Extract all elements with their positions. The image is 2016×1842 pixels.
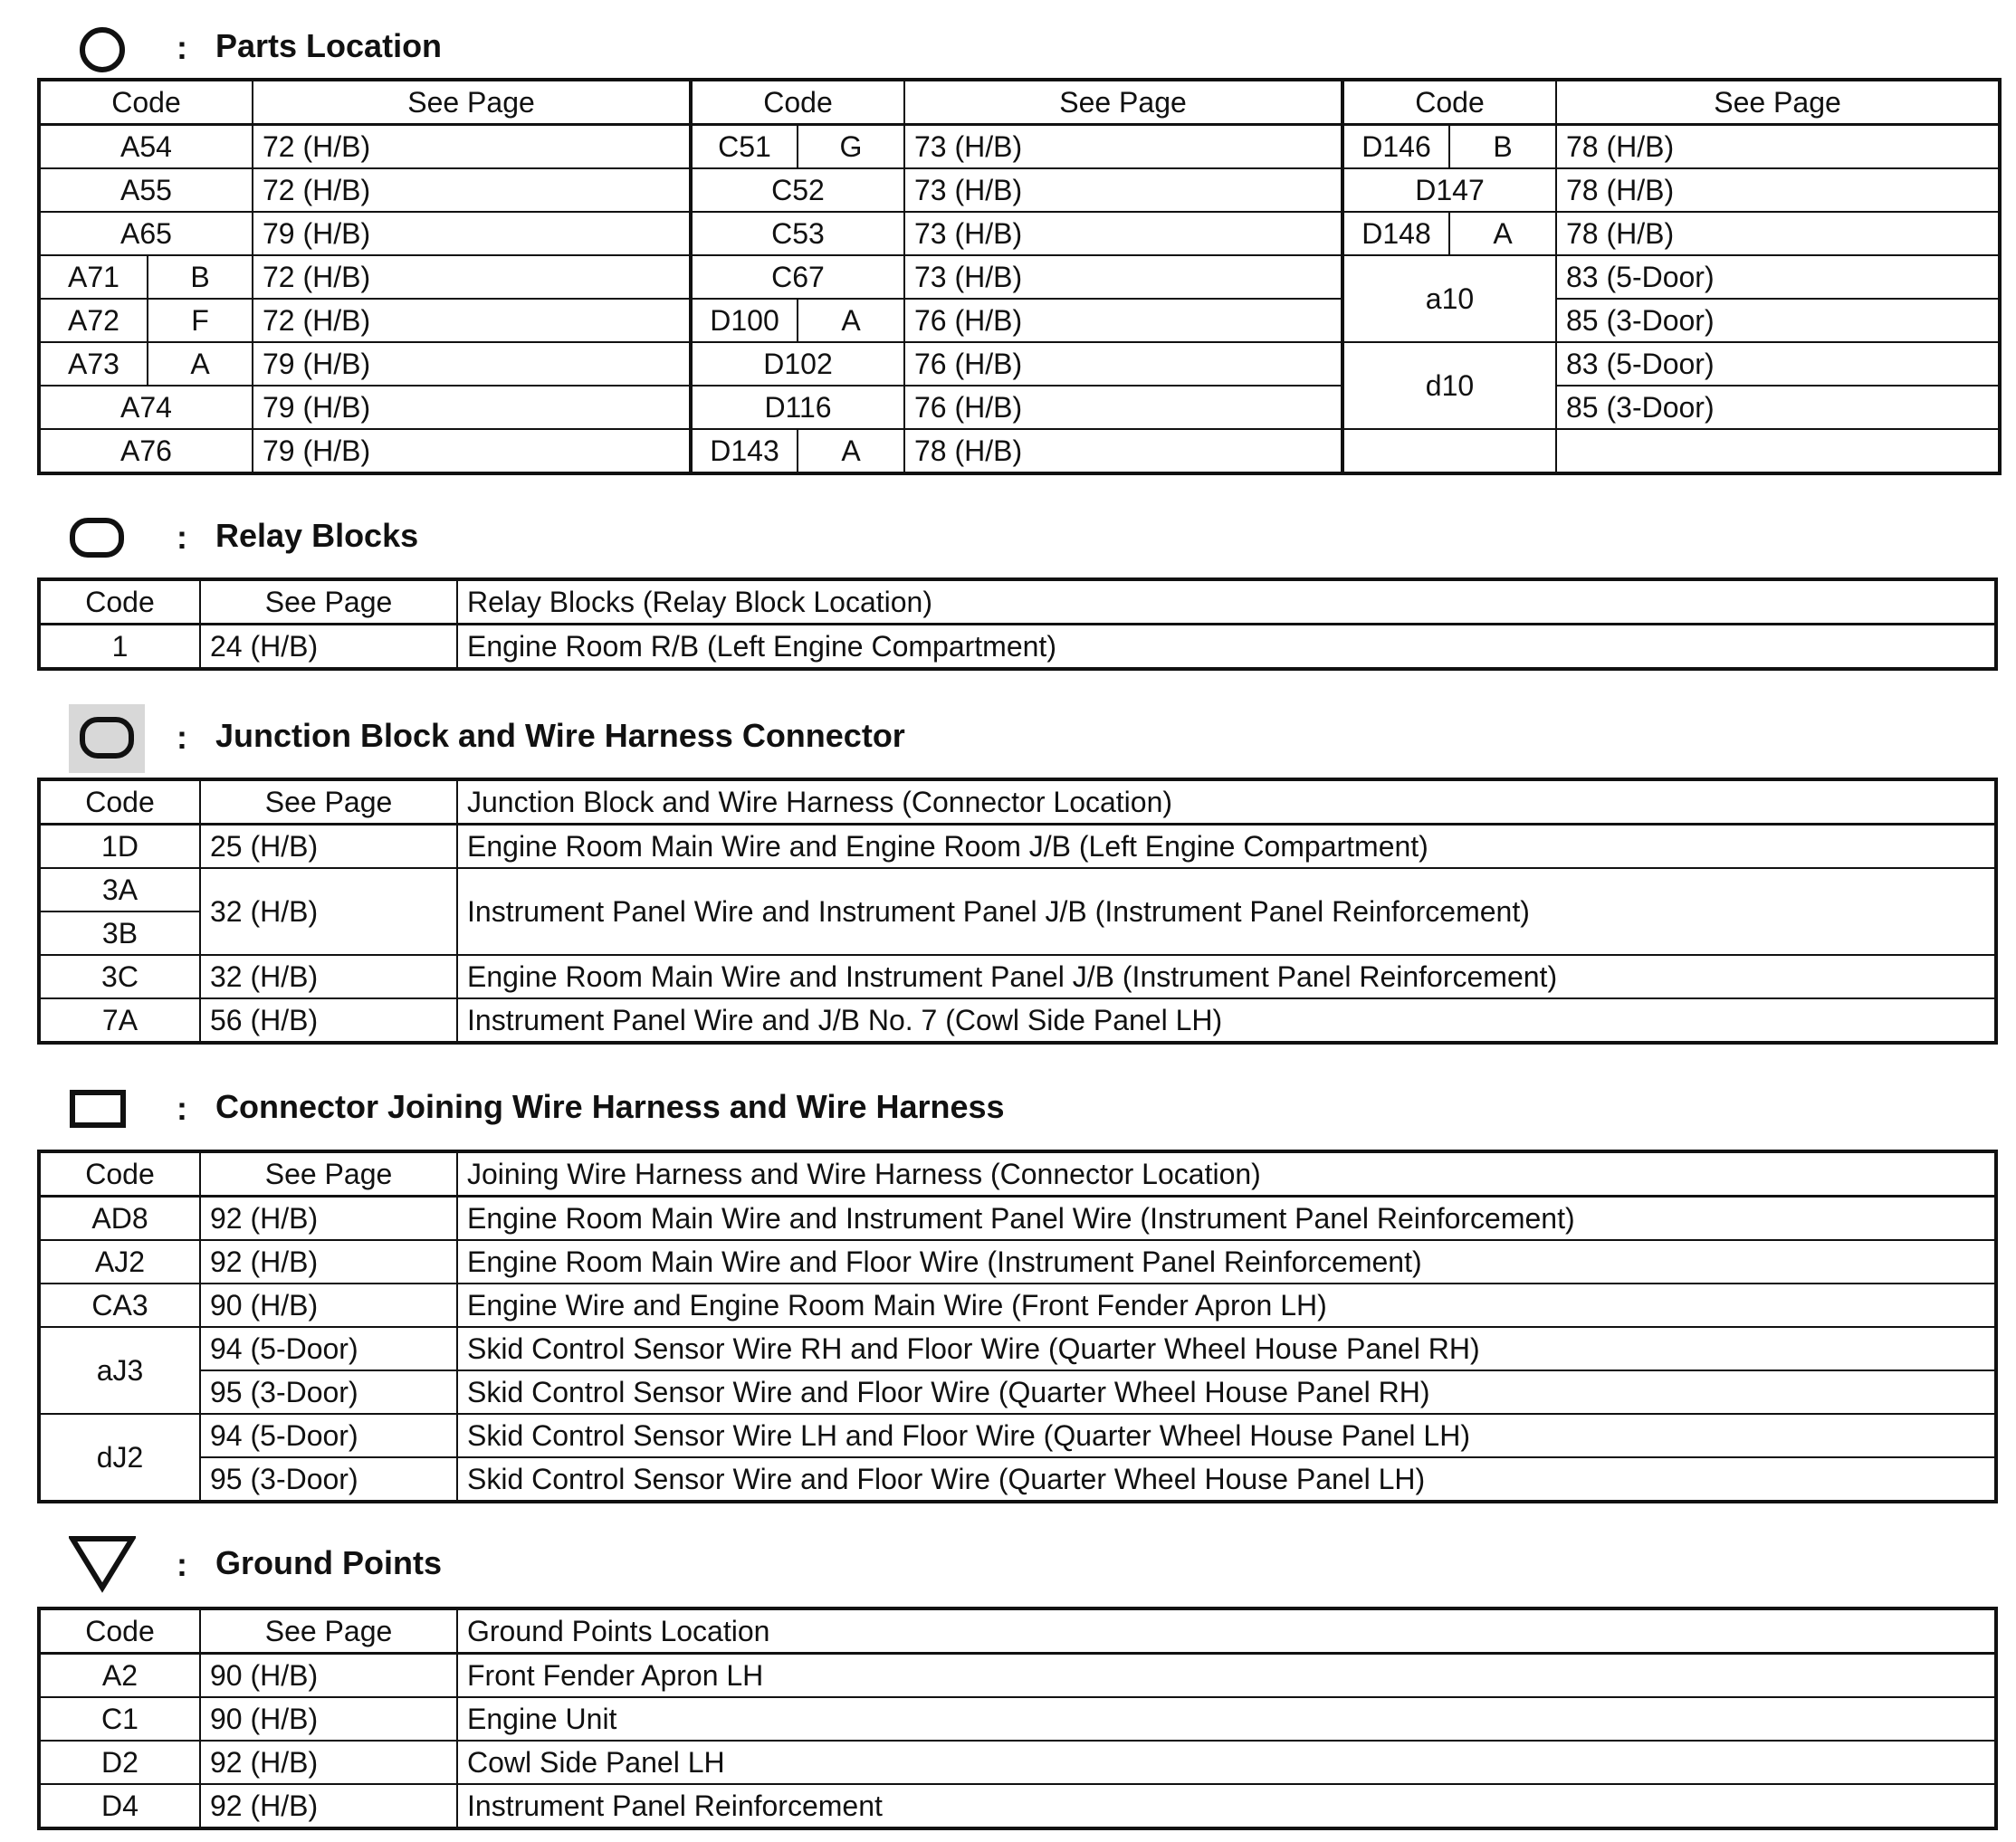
location-cell: Engine Room R/B (Left Engine Compartment) bbox=[457, 625, 1996, 670]
parts-location-heading bbox=[0, 20, 2016, 74]
relay-blocks-heading bbox=[0, 510, 2016, 564]
shaded-rounded-rectangle-symbol-icon bbox=[80, 717, 134, 759]
page-cell: 90 (H/B) bbox=[200, 1697, 457, 1741]
page-cell: 85 (3-Door) bbox=[1556, 299, 2000, 342]
sub-code-cell: F bbox=[148, 299, 253, 342]
page-cell: 92 (H/B) bbox=[200, 1197, 457, 1241]
location-header: Relay Blocks (Relay Block Location) bbox=[457, 579, 1996, 625]
page-cell: 79 (H/B) bbox=[253, 429, 691, 473]
table-row bbox=[39, 299, 2000, 342]
code-header: Code bbox=[39, 80, 253, 125]
page-cell: 72 (H/B) bbox=[253, 168, 691, 212]
code-cell: A73 bbox=[39, 342, 148, 386]
code-cell: D100 bbox=[691, 299, 798, 342]
table-row bbox=[39, 1697, 1996, 1741]
page-cell: 92 (H/B) bbox=[200, 1741, 457, 1784]
table-row bbox=[39, 1654, 1996, 1698]
code-cell: A54 bbox=[39, 125, 253, 169]
code-header: Code bbox=[39, 579, 200, 625]
page-cell: 92 (H/B) bbox=[200, 1784, 457, 1828]
code-cell: C67 bbox=[691, 255, 904, 299]
code-header: Code bbox=[39, 779, 200, 825]
code-cell: 3B bbox=[39, 911, 200, 955]
ground-points-heading bbox=[0, 1537, 2016, 1591]
table-row bbox=[39, 998, 1996, 1043]
page-cell: 94 (5-Door) bbox=[200, 1327, 457, 1370]
page-cell: 85 (3-Door) bbox=[1556, 386, 2000, 429]
relay-blocks-table bbox=[37, 577, 1998, 671]
page-header: See Page bbox=[200, 1151, 457, 1197]
page-header: See Page bbox=[1556, 80, 2000, 125]
location-cell: Skid Control Sensor Wire RH and Floor Wire (Quarter Wheel House Panel RH) bbox=[457, 1327, 1996, 1370]
empty-cell bbox=[1556, 429, 2000, 473]
code-cell: A55 bbox=[39, 168, 253, 212]
table-row bbox=[39, 342, 2000, 386]
section-title: Parts Location bbox=[215, 27, 443, 64]
ground-points-table bbox=[37, 1607, 1998, 1830]
page-header: See Page bbox=[904, 80, 1342, 125]
page-cell: 72 (H/B) bbox=[253, 299, 691, 342]
page-cell: 83 (5-Door) bbox=[1556, 255, 2000, 299]
page-cell: 78 (H/B) bbox=[1556, 168, 2000, 212]
page-cell: 95 (3-Door) bbox=[200, 1370, 457, 1414]
page-cell: 79 (H/B) bbox=[253, 386, 691, 429]
table-row bbox=[39, 825, 1996, 869]
location-cell: Front Fender Apron LH bbox=[457, 1654, 1996, 1698]
rounded-rectangle-symbol-icon bbox=[70, 518, 124, 558]
sub-code-cell: A bbox=[798, 429, 904, 473]
sub-code-cell: B bbox=[148, 255, 253, 299]
table-row bbox=[39, 386, 2000, 429]
location-cell: Engine Room Main Wire and Instrument Panel Wire (Instrument Panel Reinforcement) bbox=[457, 1197, 1996, 1241]
code-cell: d10 bbox=[1342, 342, 1556, 429]
heading-colon: : bbox=[177, 29, 187, 66]
page-cell: 90 (H/B) bbox=[200, 1284, 457, 1327]
code-cell: AD8 bbox=[39, 1197, 200, 1241]
empty-cell bbox=[1342, 429, 1556, 473]
table-row bbox=[39, 1284, 1996, 1327]
code-cell: A2 bbox=[39, 1654, 200, 1698]
code-cell: D147 bbox=[1342, 168, 1556, 212]
table-row bbox=[39, 1741, 1996, 1784]
page-cell: 78 (H/B) bbox=[1556, 212, 2000, 255]
code-cell: D143 bbox=[691, 429, 798, 473]
page-cell: 78 (H/B) bbox=[904, 429, 1342, 473]
section-title: Ground Points bbox=[215, 1544, 442, 1581]
parts-location-table bbox=[37, 78, 2002, 475]
code-cell: C52 bbox=[691, 168, 904, 212]
code-cell: A74 bbox=[39, 386, 253, 429]
junction-block-table bbox=[37, 778, 1998, 1045]
table-header-row bbox=[39, 80, 2000, 125]
code-cell: D2 bbox=[39, 1741, 200, 1784]
page-cell: 83 (5-Door) bbox=[1556, 342, 2000, 386]
heading-colon: : bbox=[177, 1546, 187, 1583]
location-header: Junction Block and Wire Harness (Connector Location) bbox=[457, 779, 1996, 825]
page-cell: 32 (H/B) bbox=[200, 955, 457, 998]
code-cell: D146 bbox=[1342, 125, 1449, 169]
sub-code-cell: A bbox=[1449, 212, 1556, 255]
table-header-row bbox=[39, 579, 1996, 625]
page-cell: 73 (H/B) bbox=[904, 168, 1342, 212]
table-row bbox=[39, 125, 2000, 169]
code-cell: dJ2 bbox=[39, 1414, 200, 1502]
section-title: Junction Block and Wire Harness Connector bbox=[215, 717, 905, 754]
sub-code-cell: A bbox=[798, 299, 904, 342]
table-row bbox=[39, 1197, 1996, 1241]
code-cell: D148 bbox=[1342, 212, 1449, 255]
code-cell: C53 bbox=[691, 212, 904, 255]
sub-code-cell: G bbox=[798, 125, 904, 169]
table-row bbox=[39, 168, 2000, 212]
junction-block-heading bbox=[0, 710, 2016, 764]
table-row bbox=[39, 625, 1996, 670]
page-cell: 95 (3-Door) bbox=[200, 1457, 457, 1502]
page-cell: 73 (H/B) bbox=[904, 125, 1342, 169]
table-row bbox=[39, 1240, 1996, 1284]
page-cell: 94 (5-Door) bbox=[200, 1414, 457, 1457]
code-cell: A72 bbox=[39, 299, 148, 342]
page-cell: 78 (H/B) bbox=[1556, 125, 2000, 169]
code-header: Code bbox=[39, 1608, 200, 1654]
section-title: Relay Blocks bbox=[215, 517, 419, 554]
table-row bbox=[39, 1327, 1996, 1370]
code-cell: D102 bbox=[691, 342, 904, 386]
joining-connector-heading bbox=[0, 1081, 2016, 1135]
table-row bbox=[39, 1784, 1996, 1828]
page-cell: 79 (H/B) bbox=[253, 342, 691, 386]
table-header-row bbox=[39, 1608, 1996, 1654]
location-cell: Skid Control Sensor Wire LH and Floor Wire (Quarter Wheel House Panel LH) bbox=[457, 1414, 1996, 1457]
code-cell: A71 bbox=[39, 255, 148, 299]
location-header: Ground Points Location bbox=[457, 1608, 1996, 1654]
table-row bbox=[39, 429, 2000, 473]
page-cell: 76 (H/B) bbox=[904, 342, 1342, 386]
table-row bbox=[39, 255, 2000, 299]
code-cell: 7A bbox=[39, 998, 200, 1043]
page-cell: 32 (H/B) bbox=[200, 868, 457, 955]
page-header: See Page bbox=[200, 779, 457, 825]
page-cell: 76 (H/B) bbox=[904, 386, 1342, 429]
code-cell: C51 bbox=[691, 125, 798, 169]
table-row bbox=[39, 1414, 1996, 1457]
code-cell: 3A bbox=[39, 868, 200, 911]
table-row bbox=[39, 1457, 1996, 1502]
page-cell: 72 (H/B) bbox=[253, 125, 691, 169]
location-cell: Skid Control Sensor Wire and Floor Wire (Quarter Wheel House Panel LH) bbox=[457, 1457, 1996, 1502]
joining-connector-table bbox=[37, 1150, 1998, 1503]
location-cell: Skid Control Sensor Wire and Floor Wire (Quarter Wheel House Panel RH) bbox=[457, 1370, 1996, 1414]
code-cell: AJ2 bbox=[39, 1240, 200, 1284]
code-cell: 1 bbox=[39, 625, 200, 670]
code-header: Code bbox=[1342, 80, 1556, 125]
page-cell: 90 (H/B) bbox=[200, 1654, 457, 1698]
location-header: Joining Wire Harness and Wire Harness (Connector Location) bbox=[457, 1151, 1996, 1197]
location-cell: Engine Room Main Wire and Floor Wire (Instrument Panel Reinforcement) bbox=[457, 1240, 1996, 1284]
page-cell: 72 (H/B) bbox=[253, 255, 691, 299]
location-cell: Instrument Panel Wire and J/B No. 7 (Cowl Side Panel LH) bbox=[457, 998, 1996, 1043]
code-cell: D4 bbox=[39, 1784, 200, 1828]
location-cell: Cowl Side Panel LH bbox=[457, 1741, 1996, 1784]
heading-colon: : bbox=[177, 519, 187, 556]
code-cell: 3C bbox=[39, 955, 200, 998]
location-cell: Engine Room Main Wire and Engine Room J/B (Left Engine Compartment) bbox=[457, 825, 1996, 869]
code-cell: 1D bbox=[39, 825, 200, 869]
page-cell: 25 (H/B) bbox=[200, 825, 457, 869]
location-cell: Instrument Panel Wire and Instrument Panel J/B (Instrument Panel Reinforcement) bbox=[457, 868, 1996, 955]
code-cell: C1 bbox=[39, 1697, 200, 1741]
page-header: See Page bbox=[200, 1608, 457, 1654]
page-cell: 24 (H/B) bbox=[200, 625, 457, 670]
page-cell: 56 (H/B) bbox=[200, 998, 457, 1043]
code-cell: CA3 bbox=[39, 1284, 200, 1327]
section-title: Connector Joining Wire Harness and Wire Harness bbox=[215, 1088, 1005, 1125]
square-symbol-icon bbox=[70, 1090, 126, 1128]
code-cell: a10 bbox=[1342, 255, 1556, 342]
code-cell: D116 bbox=[691, 386, 904, 429]
location-cell: Engine Room Main Wire and Instrument Panel J/B (Instrument Panel Reinforcement) bbox=[457, 955, 1996, 998]
table-header-row bbox=[39, 1151, 1996, 1197]
page-cell: 73 (H/B) bbox=[904, 212, 1342, 255]
page-cell: 79 (H/B) bbox=[253, 212, 691, 255]
location-cell: Instrument Panel Reinforcement bbox=[457, 1784, 1996, 1828]
code-cell: A65 bbox=[39, 212, 253, 255]
page-cell: 92 (H/B) bbox=[200, 1240, 457, 1284]
code-header: Code bbox=[39, 1151, 200, 1197]
table-row bbox=[39, 868, 1996, 911]
table-row bbox=[39, 955, 1996, 998]
code-header: Code bbox=[691, 80, 904, 125]
code-cell: aJ3 bbox=[39, 1327, 200, 1414]
page-cell: 76 (H/B) bbox=[904, 299, 1342, 342]
sub-code-cell: B bbox=[1449, 125, 1556, 169]
triangle-symbol-icon bbox=[69, 1535, 136, 1593]
table-row bbox=[39, 1370, 1996, 1414]
page-header: See Page bbox=[253, 80, 691, 125]
table-row bbox=[39, 212, 2000, 255]
code-cell: A76 bbox=[39, 429, 253, 473]
page-header: See Page bbox=[200, 579, 457, 625]
heading-colon: : bbox=[177, 719, 187, 756]
heading-colon: : bbox=[177, 1090, 187, 1127]
page-cell: 73 (H/B) bbox=[904, 255, 1342, 299]
table-header-row bbox=[39, 779, 1996, 825]
sub-code-cell: A bbox=[148, 342, 253, 386]
location-cell: Engine Unit bbox=[457, 1697, 1996, 1741]
circle-symbol-icon bbox=[80, 27, 125, 72]
location-cell: Engine Wire and Engine Room Main Wire (Front Fender Apron LH) bbox=[457, 1284, 1996, 1327]
